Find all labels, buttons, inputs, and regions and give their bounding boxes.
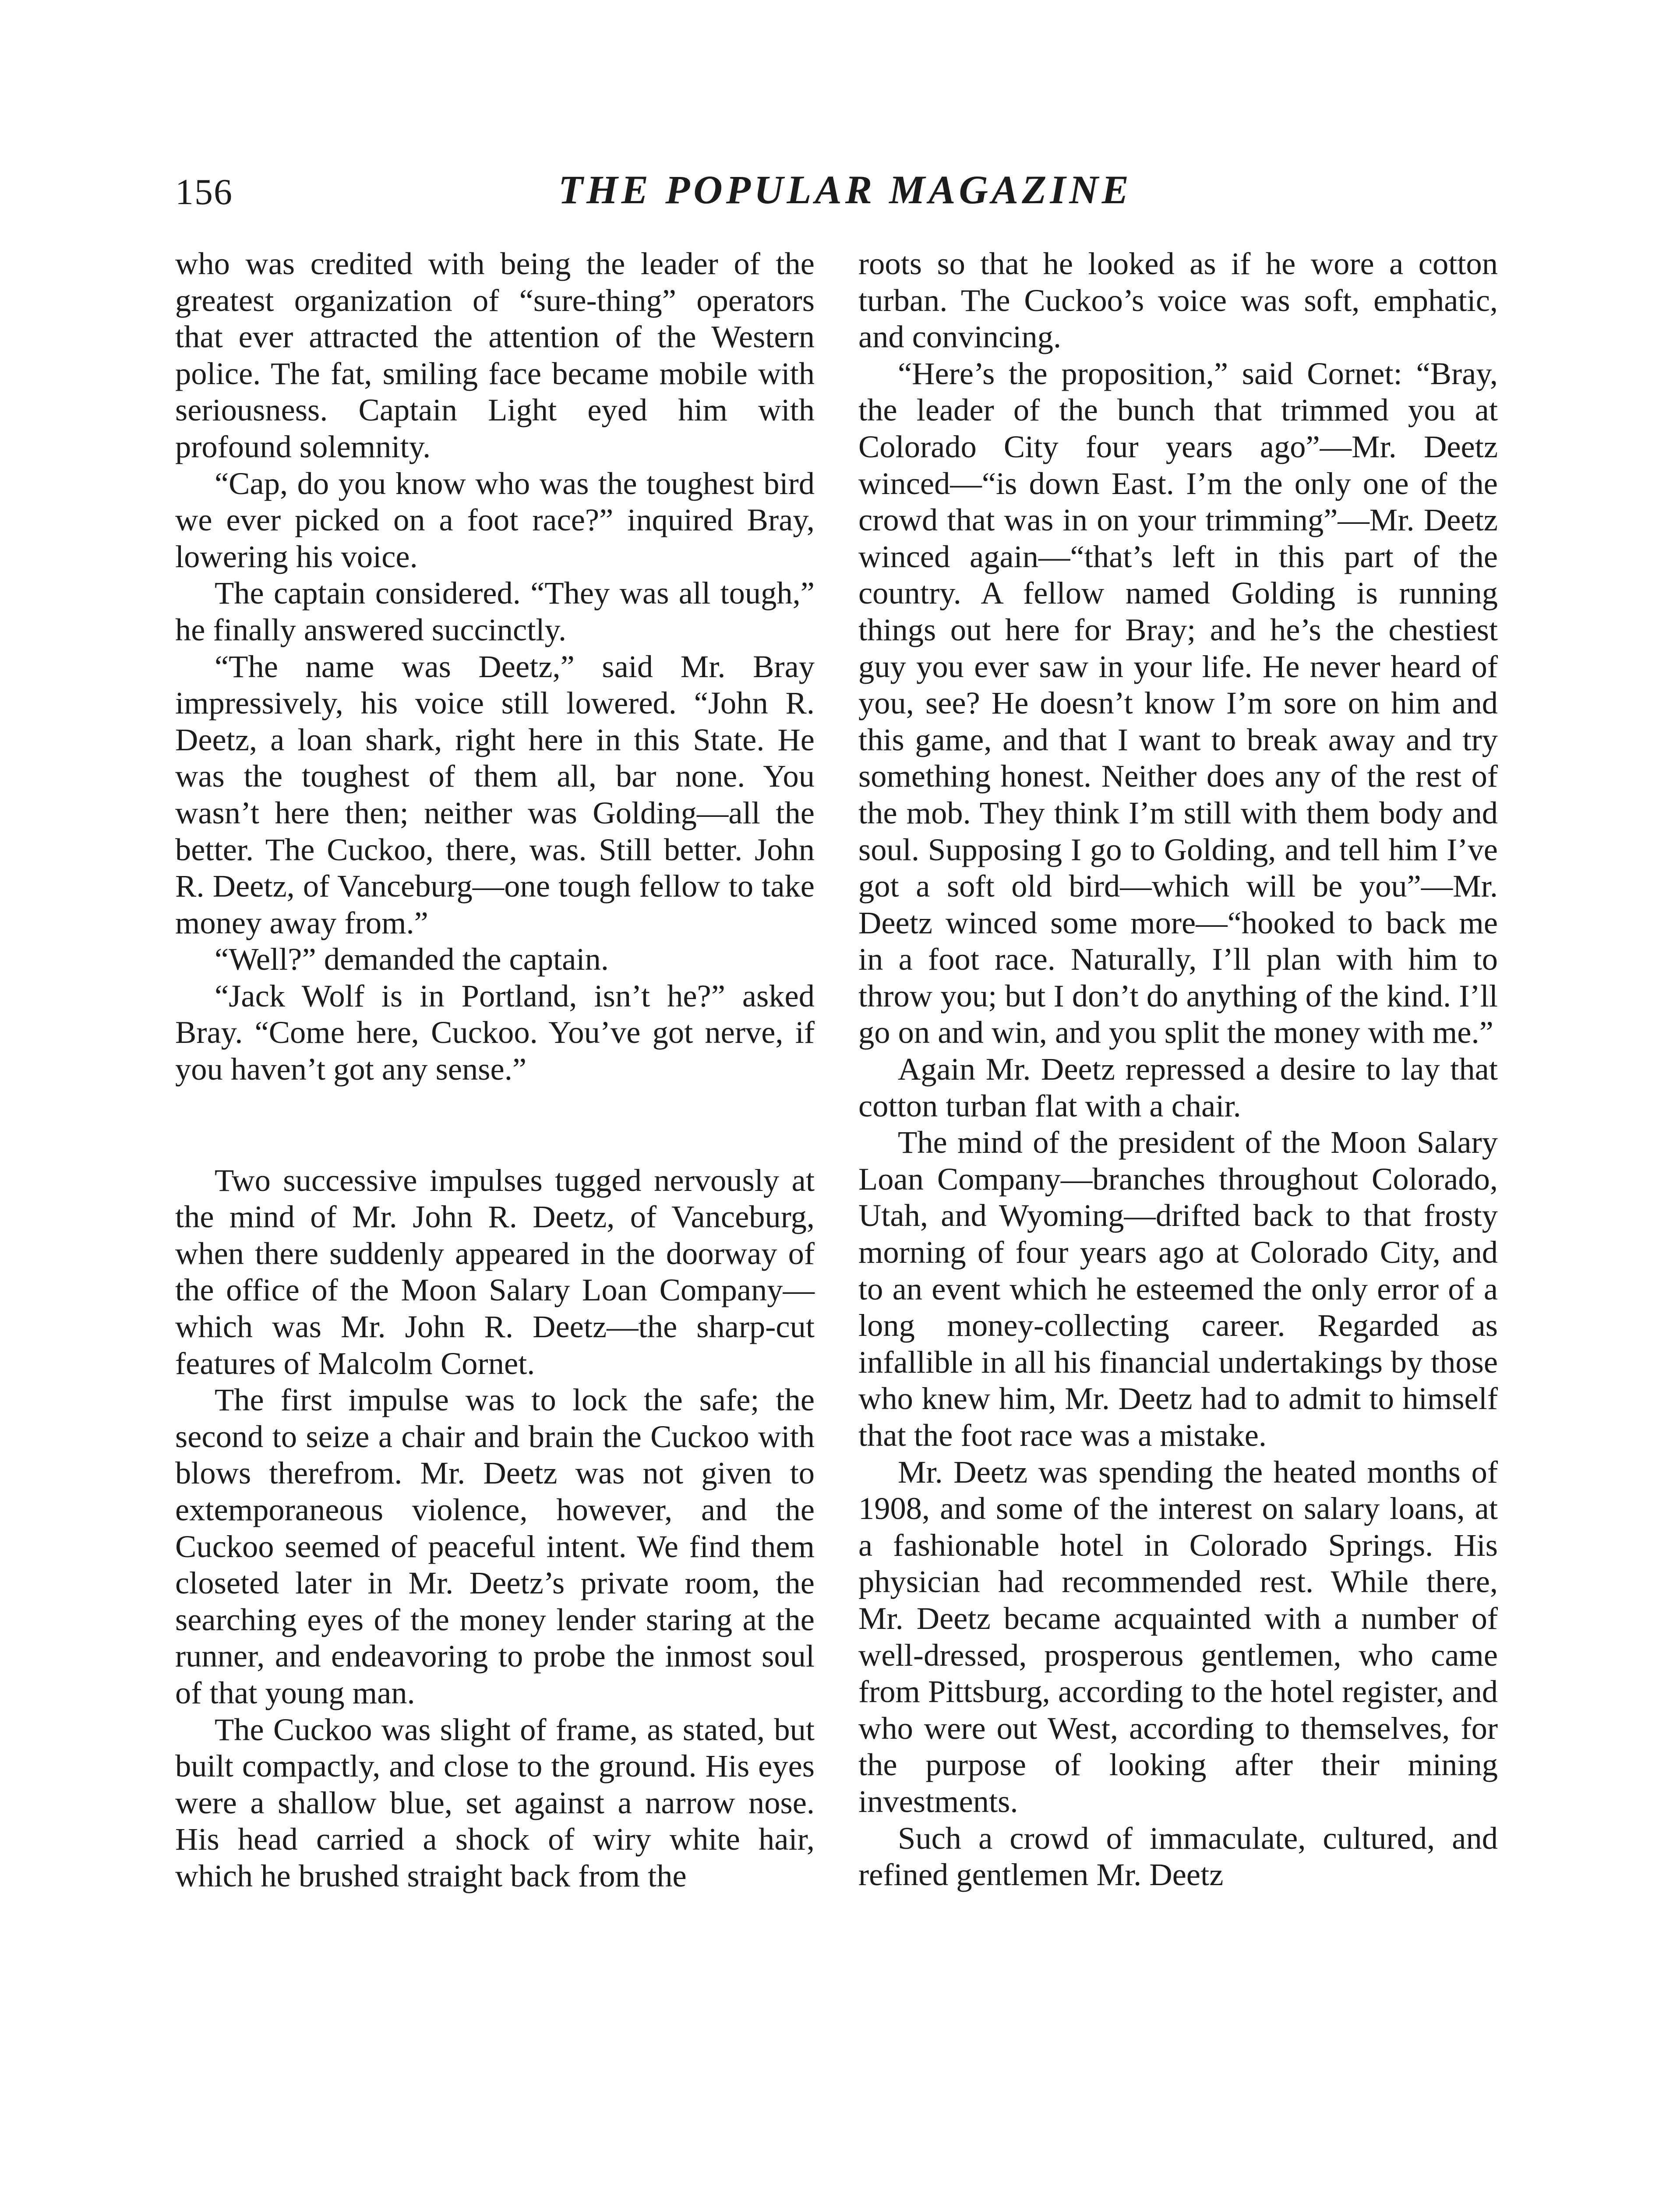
paragraph: who was credited with being the leader of the greatest organization of “sure-thing” operators that ever attracted the attention of the Western police. The fat, smiling face became mobile with seriousness. Captain Light eyed him with profound solemnity.: [175, 246, 815, 464]
paragraph: Such a crowd of immaculate, cultured, and refined gentlemen Mr. Deetz: [858, 1820, 1498, 1893]
left-column: [175, 245, 815, 1894]
paragraph: The captain considered. “They was all tough,” he finally answered succinctly.: [175, 575, 815, 647]
paragraph: “The name was Deetz,” said Mr. Bray impressively, his voice still lowered. “John R. Deetz, a loan shark, right here in this State. He was the toughest of them all, bar none. You wasn’t here then; neither was Golding—all the better. The Cuckoo, there, was. Still better. John R. Deetz, of Vanceburg—one tough fellow to take money away from.”: [175, 648, 815, 940]
paragraph: “Cap, do you know who was the toughest bird we ever picked on a foot race?” inquired Bray, lowering his voice.: [175, 465, 815, 574]
paragraph: Again Mr. Deetz repressed a desire to lay that cotton turban flat with a chair.: [858, 1051, 1498, 1123]
section-break: [175, 1088, 815, 1162]
paragraph: The mind of the president of the Moon Salary Loan Company—branches throughout Colorado, Utah, and Wyoming—drifted back to that frosty morning of four years ago at Colorado City, and to an event which he esteemed the only error of a long money-collecting career. Regarded as infallible in all his financial undertakings by those who knew him, Mr. Deetz had to admit to himself that the foot race was a mistake.: [858, 1124, 1498, 1453]
paragraph: The first impulse was to lock the safe; the second to seize a chair and brain the Cuckoo with blows therefrom. Mr. Deetz was not given to extemporaneous violence, however, and the Cuckoo seemed of peaceful intent. We find them closeted later in Mr. Deetz’s private room, the searching eyes of the money lender staring at the runner, and endeavoring to probe the inmost soul of that young man.: [175, 1382, 815, 1710]
paragraph: “Here’s the proposition,” said Cornet: “Bray, the leader of the bunch that trimmed you at Colorado City four years ago”—Mr. Deetz winced—“is down East. I’m the only one of the crowd that was in on your trimming”—Mr. Deetz winced again—“that’s left in this part of the country. A fellow named Golding is running things out here for Bray; and he’s the chestiest guy you ever saw in your life. He never heard of you, see? He doesn’t know I’m sore on him and this game, and that I want to break away and try something honest. Neither does any of the rest of the mob. They think I’m still with them body and soul. Supposing I go to Golding, and tell him I’ve got a soft old bird—which will be you”—Mr. Deetz winced some more—“hooked to back me in a foot race. Naturally, I’ll plan with him to throw you; but I don’t do anything of the kind. I’ll go on and win, and you split the money with me.”: [858, 355, 1498, 1050]
paragraph: roots so that he looked as if he wore a cotton turban. The Cuckoo’s voice was soft, emphatic, and convincing.: [858, 246, 1498, 355]
page-number: 156: [175, 172, 233, 212]
page-header: [175, 166, 1515, 232]
paragraph: “Jack Wolf is in Portland, isn’t he?” asked Bray. “Come here, Cuckoo. You’ve got nerve, if you haven’t got any sense.”: [175, 978, 815, 1087]
paragraph: The Cuckoo was slight of frame, as stated, but built compactly, and close to the ground. His eyes were a shallow blue, set against a narrow nose. His head carried a shock of wiry white hair, which he brushed straight back from the: [175, 1711, 815, 1893]
paragraph: Mr. Deetz was spending the heated months of 1908, and some of the interest on salary loans, at a fashionable hotel in Colorado Springs. His physician had recommended rest. While there, Mr. Deetz became acquainted with a number of well-dressed, prosperous gentlemen, who came from Pittsburg, according to the hotel register, and who were out West, according to themselves, for the purpose of looking after their mining investments.: [858, 1454, 1498, 1819]
magazine-title: THE POPULAR MAGAZINE: [558, 167, 1133, 212]
right-column: [858, 245, 1498, 1893]
paragraph: “Well?” demanded the captain.: [215, 941, 609, 977]
paragraph: Two successive impulses tugged nervously at the mind of Mr. John R. Deetz, of Vanceburg, when there suddenly appeared in the doorway of the office of the Moon Salary Loan Company—which was Mr. John R. Deetz—the sharp-cut features of Malcolm Cornet.: [175, 1162, 815, 1381]
